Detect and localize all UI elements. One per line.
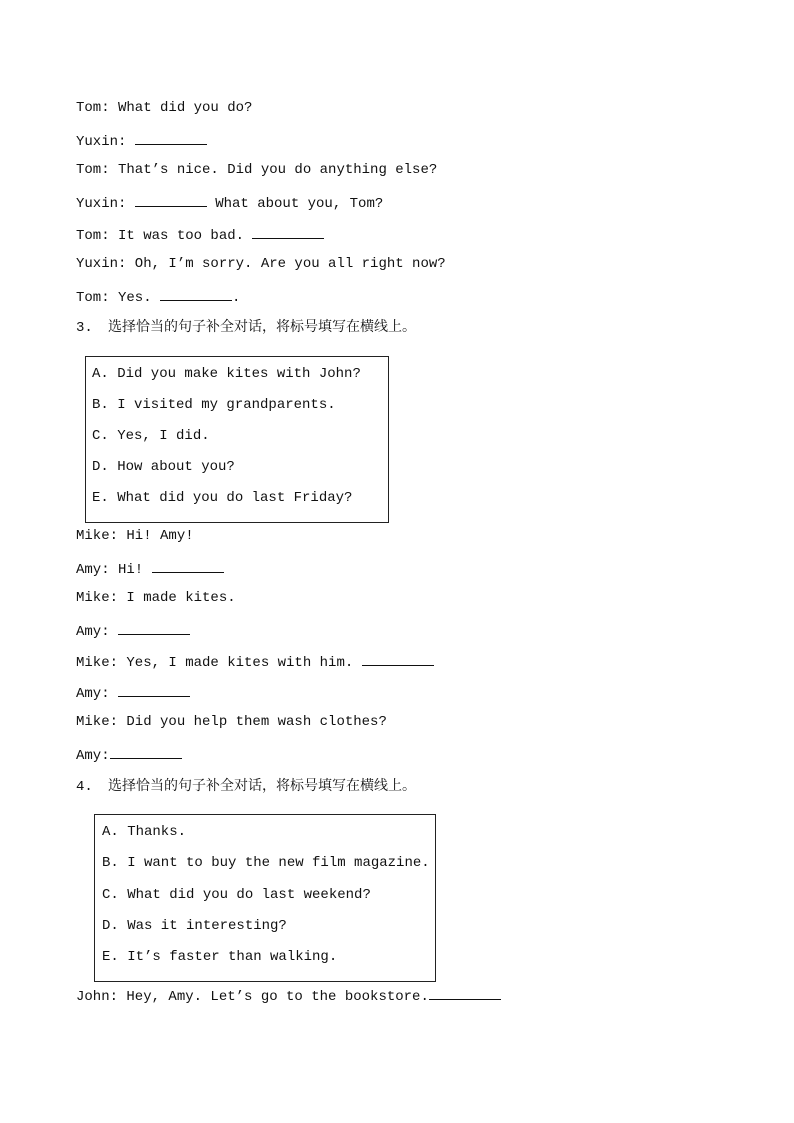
dialogue-line — [76, 651, 434, 672]
dialogue-line — [76, 161, 437, 179]
option-item: E. What did you do last Friday? — [92, 490, 353, 506]
speaker-text: Mike: Yes, I made kites with him. — [76, 655, 362, 671]
answer-blank[interactable] — [160, 286, 232, 301]
dialogue-line — [76, 558, 224, 579]
speaker-text: Amy: — [76, 686, 119, 702]
answer-blank[interactable] — [362, 651, 434, 666]
trailing-text: . — [232, 290, 241, 306]
question-heading — [76, 318, 416, 337]
speaker-text: Amy: Hi! — [76, 562, 152, 578]
speaker-text: Tom: That’s nice. Did you do anything else? — [76, 162, 438, 178]
speaker-text: Tom: It was too bad. — [76, 228, 253, 244]
answer-blank[interactable] — [118, 620, 190, 635]
answer-blank[interactable] — [152, 558, 224, 573]
dialogue-line — [76, 985, 501, 1006]
question-number: 4. — [76, 779, 93, 795]
dialogue-line — [76, 192, 383, 213]
option-item: B. I want to buy the new film magazine. — [102, 855, 430, 871]
option-item: C. What did you do last weekend? — [102, 887, 371, 903]
speaker-text: Yuxin: — [76, 134, 135, 150]
speaker-text: Mike: Hi! Amy! — [76, 528, 194, 544]
dialogue-line — [76, 682, 190, 703]
speaker-text: Mike: Did you help them wash clothes? — [76, 714, 387, 730]
option-item: E. It’s faster than walking. — [102, 949, 338, 965]
speaker-text: Tom: Yes. — [76, 290, 161, 306]
option-item: D. How about you? — [92, 459, 235, 475]
dialogue-line — [76, 255, 446, 273]
answer-blank[interactable] — [110, 744, 182, 759]
dialogue-line — [76, 286, 240, 307]
speaker-text: John: Hey, Amy. Let’s go to the bookstore. — [76, 989, 429, 1005]
dialogue-line — [76, 744, 182, 765]
dialogue-line — [76, 130, 207, 151]
question-number: 3. — [76, 320, 93, 336]
dialogue-line — [76, 713, 387, 731]
answer-blank[interactable] — [252, 224, 324, 239]
dialogue-line — [76, 589, 236, 607]
speaker-text: Tom: What did you do? — [76, 100, 253, 116]
answer-blank[interactable] — [118, 682, 190, 697]
dialogue-line — [76, 224, 324, 245]
question-instruction: 选择恰当的句子补全对话，将标号填写在横线上。 — [108, 319, 416, 335]
question-heading — [76, 777, 416, 796]
speaker-text: Amy: — [76, 748, 110, 764]
option-item: C. Yes, I did. — [92, 428, 210, 444]
trailing-text: What about you, Tom? — [206, 196, 384, 212]
dialogue-line — [76, 620, 190, 641]
answer-blank[interactable] — [135, 192, 207, 207]
speaker-text: Yuxin: Oh, I’m sorry. Are you all right now? — [76, 256, 446, 272]
speaker-text: Amy: — [76, 624, 119, 640]
speaker-text: Mike: I made kites. — [76, 590, 236, 606]
answer-blank[interactable] — [429, 985, 501, 1000]
option-item: A. Thanks. — [102, 824, 187, 840]
speaker-text: Yuxin: — [76, 196, 135, 212]
dialogue-line — [76, 99, 252, 117]
option-item: D. Was it interesting? — [102, 918, 287, 934]
option-item: B. I visited my grandparents. — [92, 397, 336, 413]
answer-blank[interactable] — [135, 130, 207, 145]
option-item: A. Did you make kites with John? — [92, 366, 361, 382]
question-instruction: 选择恰当的句子补全对话，将标号填写在横线上。 — [108, 778, 416, 794]
dialogue-line — [76, 527, 194, 545]
